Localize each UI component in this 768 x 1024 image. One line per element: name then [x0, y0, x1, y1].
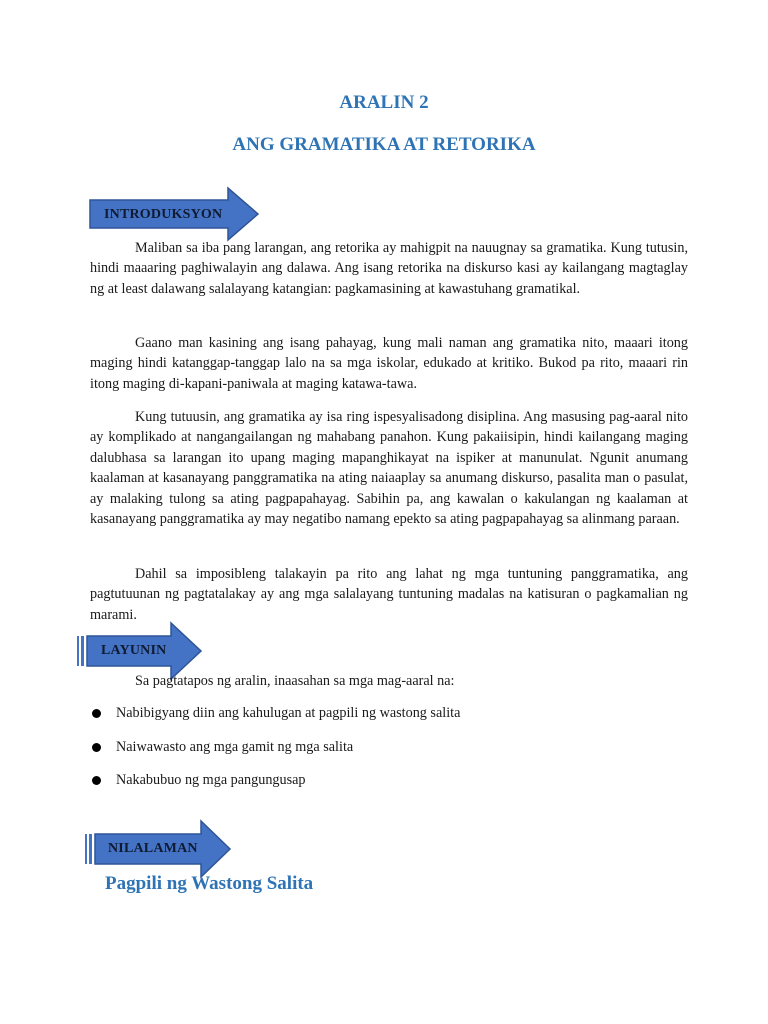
- paragraph-1: Maliban sa iba pang larangan, ang retorika ay mahigpit na nauugnay sa gramatika. Kung tutusin, hindi maaaring paghiwalayin ang dalawa. Ang isang retorika na diskurso kasi ay kailangang magtaglay ng at least dalawang salalayang katangian: pagkamasining at kawastuhang gramatikal.: [90, 240, 688, 297]
- content-label: NILALAMAN: [108, 841, 198, 856]
- lesson-number: ARALIN 2: [339, 92, 429, 113]
- paragraph-3: Kung tutuusin, ang gramatika ay isa ring ispesyalisadong disiplina. Ang masusing pag-aaral nito ay komplikado at nangangailangan ng mahabang panahon. Kung pakaiisipin, hindi kailangang maging dalubhasa sa larangan ito upang maging mapanghikayat na ispiker at manunulat. Ngunit anumang kaalaman at kasanayang panggramatika na ating naiaaplay sa anumang diskurso, pasalita man o pasulat, ay malaking tulong sa ating pagpapahayag. Sabihin pa, ang kawalan o kakulangan ng kaalaman at kasanayang panggramatika ay may negatibo namang epekto sa ating pagpapahayag sa alinmang paraan.: [90, 409, 688, 528]
- objectives-label: LAYUNIN: [101, 643, 167, 658]
- lesson-title: ANG GRAMATIKA AT RETORIKA: [232, 134, 536, 155]
- objective-text: Nabibigyang diin ang kahulugan at pagpili ng wastong salita: [116, 705, 461, 721]
- bullet-icon: [92, 743, 101, 752]
- objective-text: Naiwawasto ang mga gamit ng mga salita: [116, 739, 354, 755]
- paragraph-2: Gaano man kasining ang isang pahayag, kung mali naman ang gramatika nito, maaari itong maging hindi katanggap-tanggap lalo na sa mga iskolar, edukado at kritiko. Bukod pa rito, maaari rin itong maging di-kapani-paniwala at maging katawa-tawa.: [90, 335, 688, 392]
- bullet-icon: [92, 776, 101, 785]
- objectives-intro: Sa pagtatapos ng aralin, inaasahan sa mga mag-aaral na:: [135, 673, 455, 689]
- introduction-label: INTRODUKSYON: [104, 207, 223, 222]
- bullet-icon: [92, 709, 101, 718]
- objective-text: Nakabubuo ng mga pangungusap: [116, 772, 306, 788]
- paragraph-4: Dahil sa imposibleng talakayin pa rito ang lahat ng mga tuntuning panggramatika, ang pagtutuunan ng pagtatalakay ay ang mga salalayang tuntuning madalas na katisuran o pagkamalian ng marami.: [90, 566, 688, 623]
- section-subtitle: Pagpili ng Wastong Salita: [105, 873, 314, 894]
